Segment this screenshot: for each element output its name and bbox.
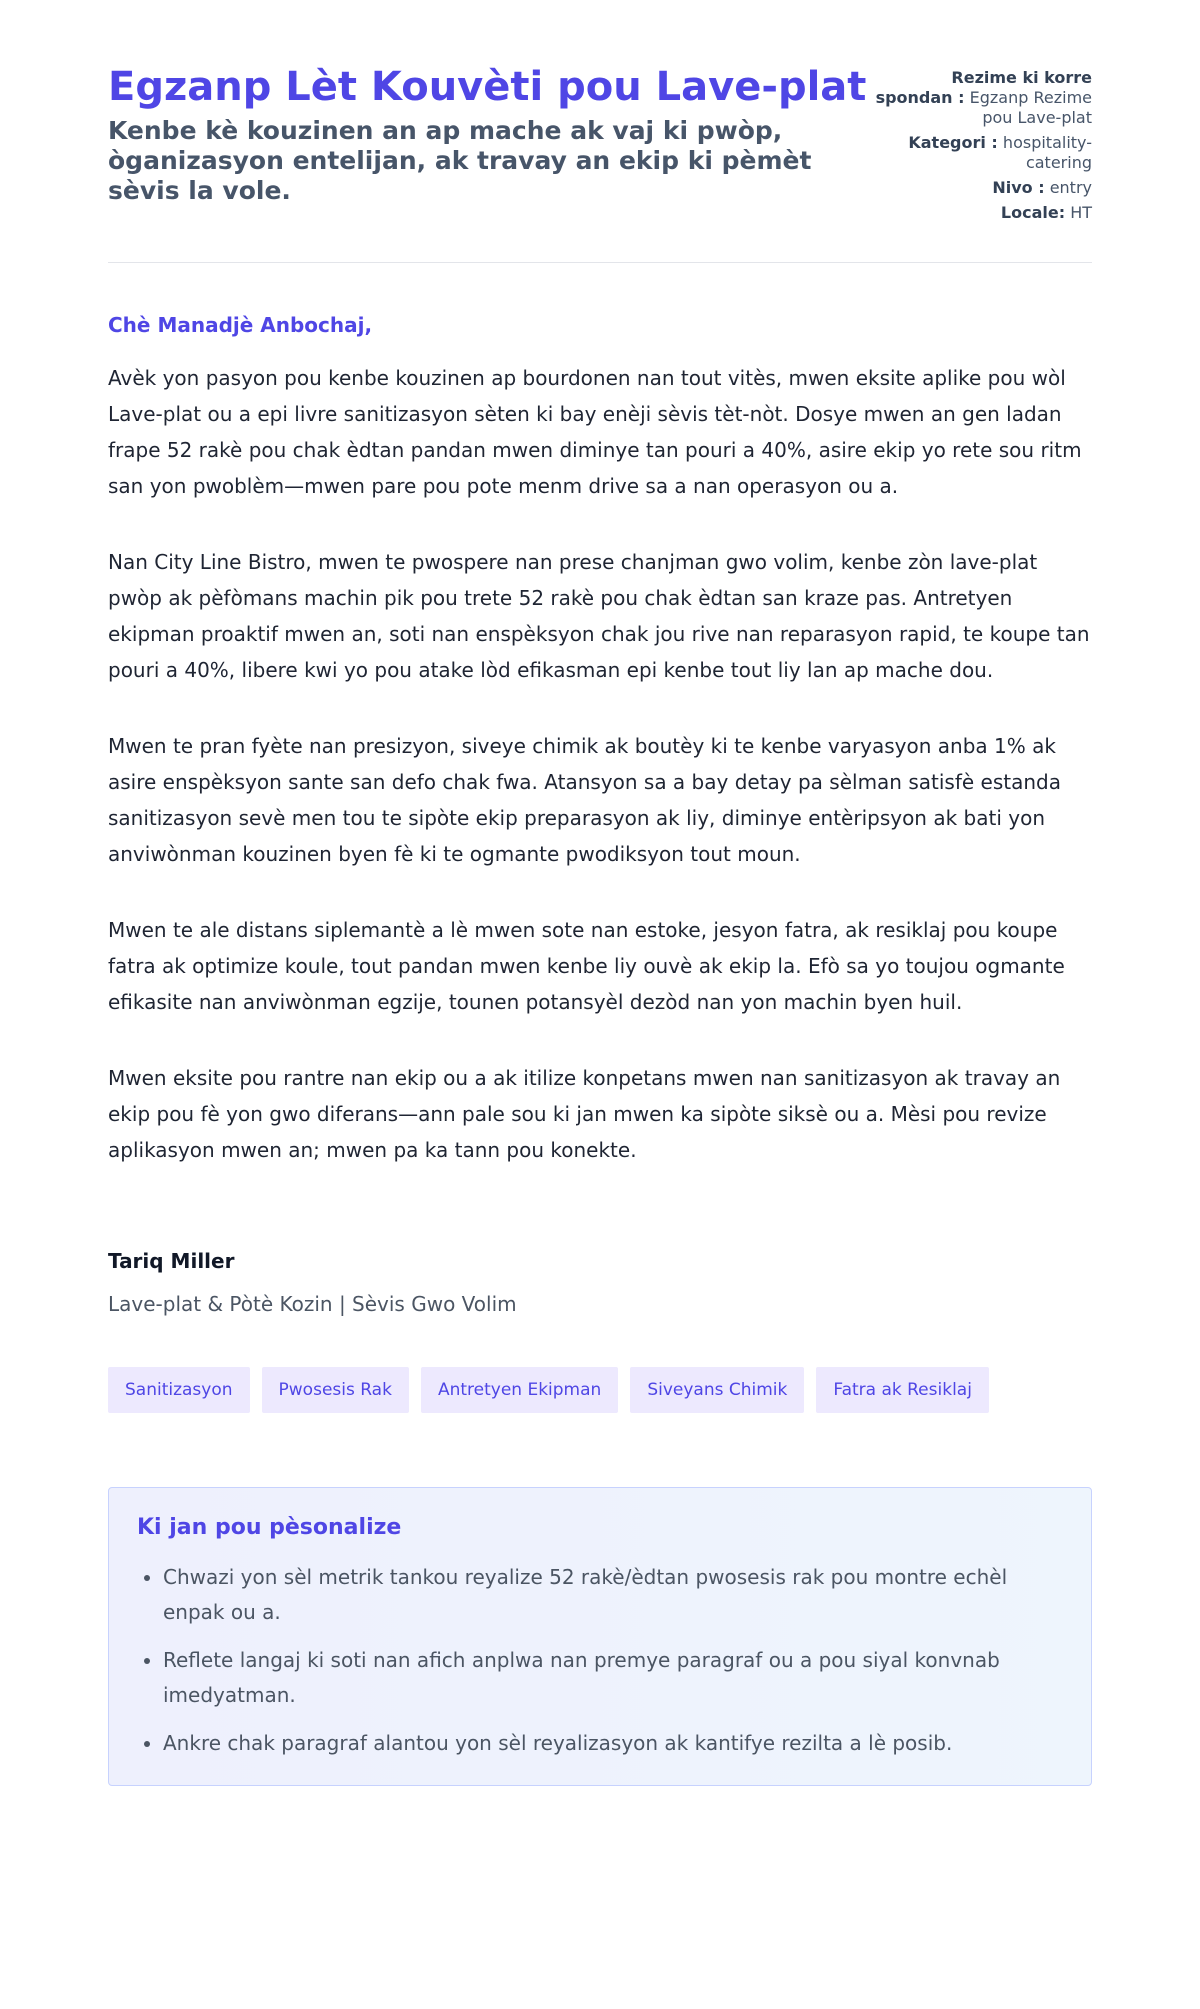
letter-paragraph: Avèk yon pasyon pou kenbe kouzinen ap bourdonen nan tout vitès, mwen eksite aplike pou wòl Lave-plat ou a epi livre sanitizasyon sèten ki bay enèji sèvis tèt-nòt. Dosye mwen an gen ladan frape 52 rakè pou chak èdtan pandan mwen diminye tan pouri a 40%, asire ekip yo rete sou ritm san yon pwoblèm—mwen pare pou pote menm drive sa a nan operasyon ou a. [108,366,1082,498]
meta-summary-value: Egzanp Rezime pou Lave-plat [969,88,1092,127]
signature-name: Tariq Miller [108,1249,235,1273]
tips-title: Ki jan pou pèsonalize [137,1515,402,1540]
meta-locale-label: Locale: [1000,203,1066,222]
meta-category [872,133,1092,173]
salutation: Chè Manadjè Anbochaj, [108,313,373,337]
skill-tag: Fatra ak Resiklaj [816,1367,989,1413]
meta-summary-label: Rezime ki korre spondan : [875,68,1092,107]
meta-locale-value: HT [1070,203,1092,222]
signature-block [108,1248,1092,1317]
meta-category-value: hospitality-catering [1002,133,1092,172]
meta-level-value: entry [1049,178,1092,197]
meta-level [872,178,1092,198]
tips-list [137,1560,1063,1761]
letter-paragraph: Mwen te ale distans siplemantè a lè mwen sote nan estoke, jesyon fatra, ak resiklaj pou koupe fatra ak optimize koule, tout pandan mwen kenbe liy ouvè ak ekip la. Efò sa yo toujou ogmante efikasite nan anviwònman egzije, tounen potansyèl dezòd nan yon machin byen huil. [108,918,1065,1014]
skill-tag: Pwosesis Rak [262,1367,409,1413]
meta-locale [872,203,1092,223]
tips-list-item: • Ankre chak paragraf alantou yon sèl reyalizasyon ak kantifye rezilta a lè posib. [163,1726,1063,1761]
letter-paragraph: Mwen te pran fyète nan presizyon, siveye chimik ak boutèy ki te kenbe varyasyon anba 1% ak asire enspèksyon sante san defo chak fwa. Atansyon sa a bay detay pa sèlman satisfè estanda sanitizasyon sevè men tou te sipòte ekip preparasyon ak liy, diminye entèripsyon ak bati yon anviwònman kouzinen byen fè ki te ogmante pwodiksyon tout moun. [108,734,1061,866]
tips-list-item: • Reflete langaj ki soti nan afich anplwa nan premye paragraf ou a pou siyal konvnab imedyatman. [163,1643,1063,1713]
meta-summary [872,68,1092,128]
meta-level-label: Nivo : [992,178,1045,197]
meta-panel [872,64,1092,228]
skill-tag: Sanitizasyon [108,1367,250,1413]
skill-tag: Antretyen Ekipman [421,1367,618,1413]
page-title: Egzanp Lèt Kouvèti pou Lave-plat [108,64,867,110]
meta-category-label: Kategori : [908,133,998,152]
skill-tag: Siveyans Chimik [630,1367,804,1413]
skill-tags [108,1367,1092,1413]
page-subtitle: Kenbe kè kouzinen an ap mache ak vaj ki pwòp, òganizasyon entelijan, ak travay an ekip ki pèmèt sèvis la vole. [108,116,812,205]
letter-paragraph: Nan City Line Bistro, mwen te pwospere nan prese chanjman gwo volim, kenbe zòn lave-plat pwòp ak pèfòmans machin pik pou trete 52 rakè pou chak èdtan san kraze pas. Antretyen ekipman proaktif mwen an, soti nan enspèksyon chak jou rive nan reparasyon rapid, te koupe tan pouri a 40%, libere kwi yo pou atake lòd efikasman epi kenbe tout liy lan ap mache dou. [108,550,1090,682]
customization-tips-box [108,1487,1092,1786]
letter-body [108,312,1092,1168]
tips-list-item: • Chwazi yon sèl metrik tankou reyalize 52 rakè/èdtan pwosesis rak pou montre echèl enpak ou a. [163,1560,1063,1630]
letter-paragraph: Mwen eksite pou rantre nan ekip ou a ak itilize konpetans mwen nan sanitizasyon ak travay an ekip pou fè yon gwo diferans—ann pale sou ki jan mwen ka sipòte siksè ou a. Mèsi pou revize aplikasyon mwen an; mwen pa ka tann pou konekte. [108,1066,1061,1162]
signature-title: Lave-plat & Pòtè Kozin | Sèvis Gwo Volim [108,1292,517,1316]
header-title-block [108,64,868,206]
document-header [108,64,1092,263]
